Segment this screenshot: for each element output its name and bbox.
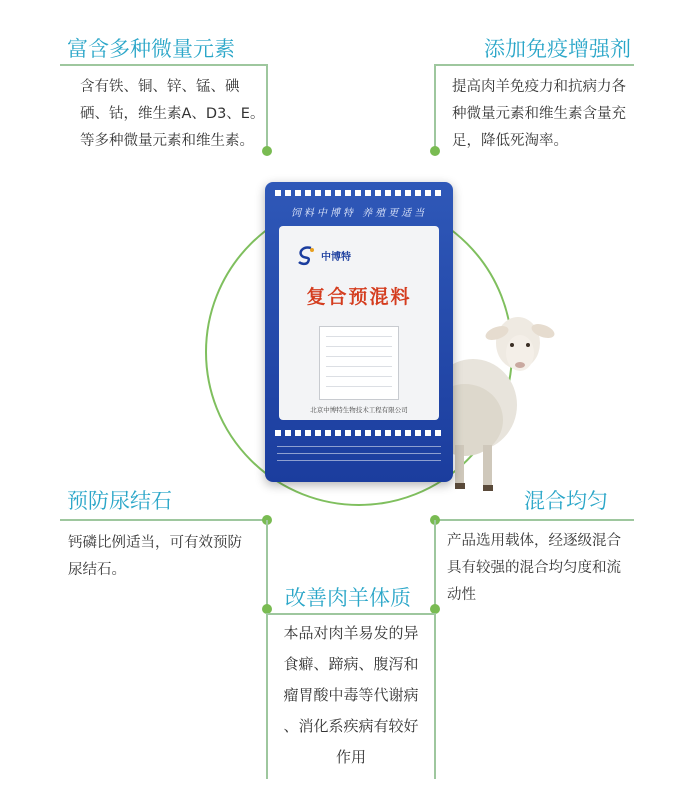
brand-logo-icon [295,244,317,266]
connector-dot [430,146,440,156]
connector-line [266,64,268,152]
feature-mix-line: 动性 [447,587,476,603]
feature-trace-line: 等多种微量元素和维生素。 [80,133,254,149]
bag-slogan: 饲料中博特 养殖更适当 [290,208,428,219]
feature-stone-desc [68,530,263,584]
bag-footer [277,440,441,468]
feature-mix-desc [447,528,647,609]
bag-product-name: 复合预混料 [306,286,412,308]
feature-quality-line: 食癖、蹄病、腹泻和 [283,655,419,673]
feature-quality-line: 作用 [335,748,366,766]
connector-line [434,64,436,152]
feature-trace-desc [80,74,265,155]
feature-trace-title: 富含多种微量元素 [67,37,235,61]
feature-quality-line: 本品对肉羊易发的异 [283,624,419,642]
feature-trace-line: 硒、钴，维生素A、D3、E。 [80,106,265,122]
bag-stripe [275,430,443,436]
feature-immunity-line: 提高肉羊免疫力和抗病力各 [452,79,626,95]
divider-line [266,613,436,615]
feature-mix-title: 混合均匀 [524,489,608,513]
bag-brand: 中博特 [321,252,351,263]
feature-quality-line: 瘤胃酸中毒等代谢病 [283,686,419,704]
connector-line [266,520,268,608]
bag-company: 北京中博特生物技术工程有限公司 [310,406,408,414]
feature-immunity-line: 足，降低死淘率。 [452,133,568,149]
feature-stone-line: 尿结石。 [68,562,126,578]
connector-line [434,520,436,608]
feature-mix-line: 产品选用载体，经逐级混合 [447,533,621,549]
feature-immunity-line: 种微量元素和维生素含量充 [452,106,626,122]
product-bag [265,182,453,482]
divider-line [60,64,266,66]
feature-mix-line: 具有较强的混合均匀度和流 [447,560,621,576]
bag-label [319,326,399,400]
divider-line [434,64,634,66]
divider-line [60,519,266,521]
feature-quality-line: 、消化系疾病有较好 [283,717,419,735]
feature-stone-line: 钙磷比例适当，可有效预防 [68,535,242,551]
feature-quality-desc [270,618,432,773]
feature-quality-title: 改善肉羊体质 [285,586,411,610]
connector-line [434,613,436,779]
bag-panel [279,226,439,420]
feature-immunity-title: 添加免疫增强剂 [484,37,631,61]
feature-trace-line: 含有铁、铜、锌、锰、碘 [80,79,240,95]
connector-line [266,613,268,779]
feature-stone-title: 预防尿结石 [67,489,172,513]
bag-stripe [275,190,443,196]
divider-line [434,519,634,521]
feature-immunity-desc [452,74,647,155]
